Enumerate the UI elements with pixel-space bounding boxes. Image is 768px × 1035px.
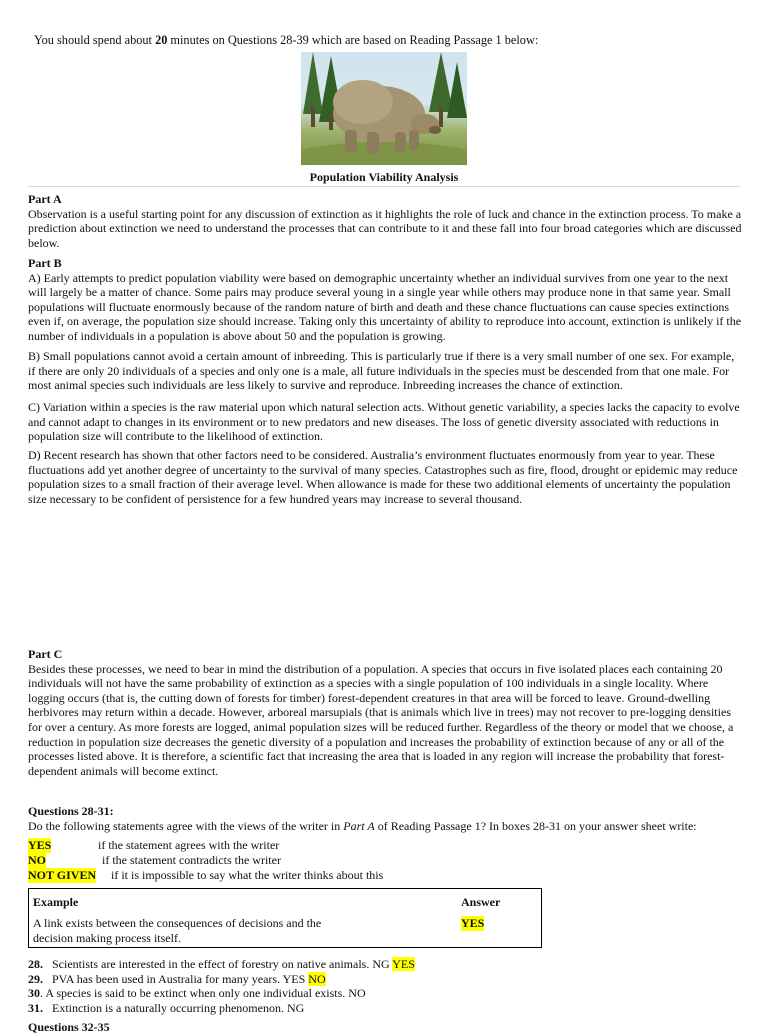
key-term: YES — [28, 838, 52, 852]
question-number: 29. — [28, 971, 43, 986]
key-definition: if the statement agrees with the writer — [98, 838, 280, 852]
key-definition: if it is impossible to say what the writer thinks about this — [111, 868, 384, 882]
part-b-paragraph-b: B) Small populations cannot avoid a certain amount of inbreeding. This is particularly true if there is a very small number of one sex. For example, if there are only 20 individuals of a species and only one is a male, all future individuals in the species must be descended from that one male. For most animal species such individuals are less likely to survive and reproduce. Inbreeding increases the chance of extinction. — [28, 349, 735, 393]
intro-text-before: You should spend about — [34, 33, 156, 47]
key-yes — [28, 838, 448, 853]
part-c — [28, 647, 742, 778]
part-a-heading: Part A — [28, 192, 62, 206]
example-label: Example — [33, 895, 79, 909]
intro-minutes: 20 — [155, 33, 168, 47]
questions-heading: Questions 28-31: — [28, 804, 114, 818]
question-list — [28, 957, 628, 1015]
key-not-given — [28, 868, 448, 883]
part-b-paragraph-a: A) Early attempts to predict population viability were based on demographic uncertainty whether an individual survives from one year to the next will largely be a matter of chance. Some pairs may produce several young in a single year while others may produce none in that same year. Small populations will fluctuate enormously because of the random nature of birth and death and these chance fluctuations can cause species extinctions even if, on average, the population size should increase. Taking only this uncertainty of ability to reproduce into account, extinction is unlikely if the number of individuals in a population is above about 50 and the population is growing. — [28, 270, 742, 343]
example-answer: YES — [461, 916, 485, 930]
example-text: A link exists between the consequences of decisions and the decision making process itself. — [33, 916, 322, 945]
instruction-before: Do the following statements agree with the views of the writer in — [28, 819, 344, 833]
question-number: 28. — [28, 957, 43, 971]
instruction-after: of Reading Passage 1? In boxes 28-31 on your answer sheet write: — [374, 819, 697, 833]
question-number: 30 — [28, 986, 40, 1001]
intro-text-after: minutes on Questions 28-39 which are based on Reading Passage 1 below: — [167, 33, 539, 47]
part-c-text: Besides these processes, we need to bear in mind the distribution of a population. A species that occurs in five isolated places each containing 20 individuals will not have the same probability of extinction as a species with a single population of 100 individuals in a single locality. Where logging occurs (that is, the cutting down of forests for timber) forest-dependent creatures in that area will be forced to leave. Ground-dwelling herbivores may return within a decade. However, arboreal marsupials (that is animals which live in trees) may not recover to pre-logging densities for over a century. As more forests are logged, animal population sizes will be reduced further. Regardless of the theory or model that we choose, a reduction in population size decreases the genetic diversity of a population and increases the probability of extinction because of any or all of the processes listed above. It is therefore, a scientific fact that increasing the area that is loaded in any region will increase the probability that forest-dependent animals will become extinct. — [28, 661, 734, 778]
question-text: PVA has been used in Australia for many years. YES — [52, 971, 309, 986]
key-definition: if the statement contradicts the writer — [102, 853, 281, 867]
key-term: NOT GIVEN — [28, 868, 97, 882]
question-text: . A species is said to be extinct when only one individual exists. NO — [40, 986, 366, 1001]
example-answer-label: Answer — [461, 895, 501, 909]
question-highlight: YES — [392, 957, 415, 971]
next-questions-heading: Questions 32-35 — [28, 1020, 110, 1034]
part-a-text: Observation is a useful starting point for any discussion of extinction as it highlights the role of luck and chance in the extinction process. To make a prediction about extinction we need to understand the processes that can contribute to it and these fall into four broad categories which are discussed below. — [28, 206, 742, 250]
question-item — [28, 1001, 628, 1016]
part-b-paragraph-c-wrap — [28, 400, 742, 444]
question-item — [28, 986, 628, 1001]
part-b-paragraph-d-wrap — [28, 448, 742, 506]
question-item — [28, 957, 628, 972]
figure-caption: Population Viability Analysis — [309, 170, 459, 184]
question-text: Extinction is a naturally occurring phenomenon. NG — [52, 1000, 305, 1015]
part-b-paragraph-b-wrap — [28, 349, 742, 393]
part-b — [28, 256, 742, 344]
part-b-paragraph-c: C) Variation within a species is the raw material upon which natural selection acts. Without genetic variability, a species lacks the capacity to evolve and cannot adapt to changes in its environment or to new predators and new diseases. The loss of genetic diversity associated with reductions in population size will contribute to the likelihood of extinction. — [28, 400, 740, 444]
question-item — [28, 972, 628, 987]
part-b-heading: Part B — [28, 256, 62, 270]
questions-instruction — [28, 819, 742, 834]
key-term: NO — [28, 853, 46, 867]
question-highlight: NO — [308, 971, 326, 986]
example-box — [28, 888, 542, 948]
ground-sloth-illustration — [301, 52, 467, 165]
key-no — [28, 853, 448, 868]
question-text: Scientists are interested in the effect of forestry on native animals. NG — [52, 957, 393, 971]
instruction-italic: Part A — [343, 819, 375, 833]
divider — [28, 186, 740, 187]
question-number: 31. — [28, 1000, 43, 1015]
intro-line — [34, 33, 538, 48]
part-b-paragraph-d: D) Recent research has shown that other factors need to be considered. Australia’s environment fluctuates enormously from year to year. These fluctuations add yet another degree of uncertainty to the survival of many species. Catastrophes such as fire, flood, drought or epidemic may reduce population sizes to a small fraction of their average level. When allowance is made for these two additional elements of uncertainty the population size necessary to be confident of persistence for a few hundred years may increase to several thousand. — [28, 448, 738, 506]
part-a — [28, 192, 742, 250]
part-c-heading: Part C — [28, 647, 63, 661]
